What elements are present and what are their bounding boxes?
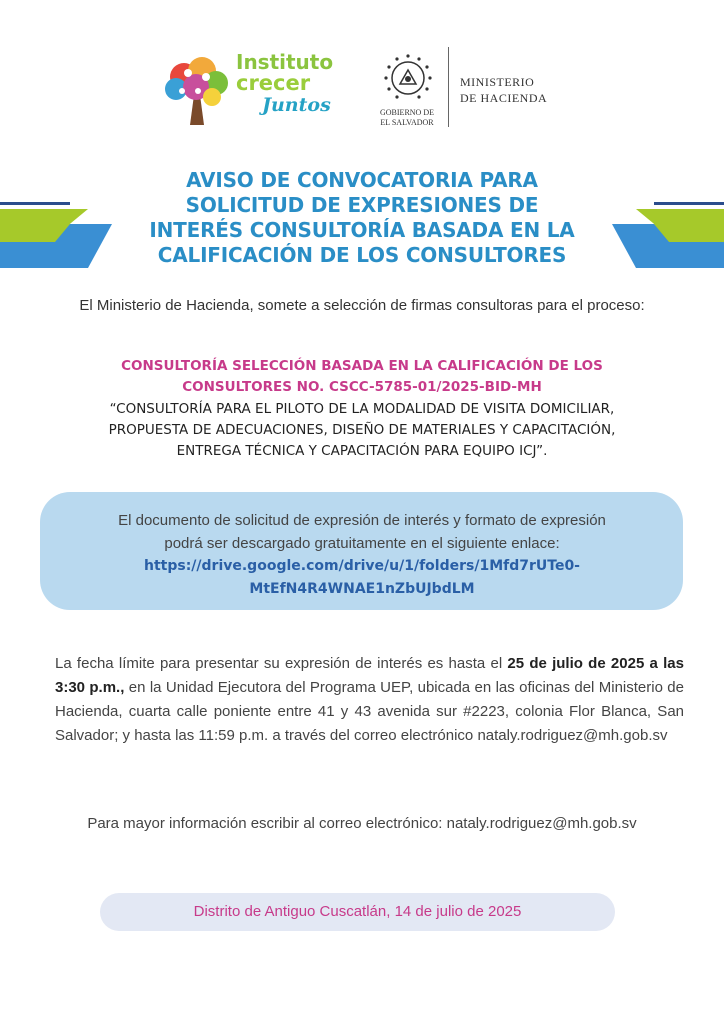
instituto-tree-logo — [162, 55, 232, 125]
instituto-logo-word-3: Juntos — [262, 94, 331, 116]
process-name-line-2: PROPUESTA DE ADECUACIONES, DISEÑO DE MATERIALES Y CAPACITACIÓN, — [108, 422, 616, 438]
download-text — [48, 509, 676, 555]
process-name-line-1: “CONSULTORÍA PARA EL PILOTO DE LA MODALIDAD DE VISITA DOMICILIAR, — [109, 401, 615, 417]
ministerio-label — [460, 74, 547, 106]
download-link[interactable] — [48, 555, 676, 601]
page-title — [120, 168, 604, 268]
title-line-4: CALIFICACIÓN DE LOS CONSULTORES — [157, 243, 567, 267]
process-code — [40, 356, 684, 398]
more-info-text: Para mayor información escribir al correo electrónico: nataly.rodriguez@mh.gob.sv — [87, 815, 637, 832]
download-link-line-2: MtEfN4R4WNAE1nZbUJbdLM — [249, 581, 475, 597]
logo-divider — [448, 47, 449, 127]
deadline-paragraph — [55, 652, 684, 748]
ministerio-line-2: DE HACIENDA — [460, 91, 548, 105]
deadline-date: 25 de julio de 2025 a las 3:30 p.m., — [55, 655, 684, 696]
place-date-text: Distrito de Antiguo Cuscatlán, 14 de julio de 2025 — [193, 903, 522, 920]
deadline-lead: La fecha límite para presentar su expresión de interés es hasta el — [55, 655, 508, 672]
download-line-2: podrá ser descargado gratuitamente en el siguiente enlace: — [164, 535, 560, 552]
process-name — [30, 399, 694, 462]
title-line-1: AVISO DE CONVOCATORIA PARA — [186, 168, 538, 192]
process-code-line-2: CONSULTORES NO. CSCC-5785-01/2025-BID-MH — [182, 379, 542, 395]
ministerio-line-1: MINISTERIO — [460, 75, 535, 89]
intro-text: El Ministerio de Hacienda, somete a selección de firmas consultoras para el proceso: — [79, 297, 645, 314]
gobierno-line-1: GOBIERNO DE — [380, 108, 434, 117]
process-name-line-3: ENTREGA TÉCNICA Y CAPACITACIÓN PARA EQUIPO ICJ”. — [176, 443, 548, 459]
el-salvador-seal-icon — [382, 52, 434, 104]
instituto-logo-word-1: Instituto — [236, 50, 334, 74]
gobierno-label — [368, 108, 446, 128]
instituto-logo-word-2: crecer — [236, 71, 311, 95]
process-code-line-1: CONSULTORÍA SELECCIÓN BASADA EN LA CALIFICACIÓN DE LOS — [121, 358, 603, 374]
download-line-1: El documento de solicitud de expresión de interés y formato de expresión — [118, 512, 606, 529]
deadline-rest: en la Unidad Ejecutora del Programa UEP, ubicada en las oficinas del Ministerio de Hacienda, cuarta calle poniente entre 41 y 43 avenida sur #2223, colonia Flor Blanca, San Salvador; y hasta las 11:59 p.m. a través del correo electrónico nataly.rodriguez@mh.gob.sv — [55, 679, 684, 744]
title-line-3: INTERÉS CONSULTORÍA BASADA EN LA — [149, 218, 575, 242]
gobierno-line-2: EL SALVADOR — [380, 118, 434, 127]
title-line-2: SOLICITUD DE EXPRESIONES DE — [185, 193, 539, 217]
download-link-line-1: https://drive.google.com/drive/u/1/folders/1Mfd7rUTe0- — [143, 558, 580, 574]
